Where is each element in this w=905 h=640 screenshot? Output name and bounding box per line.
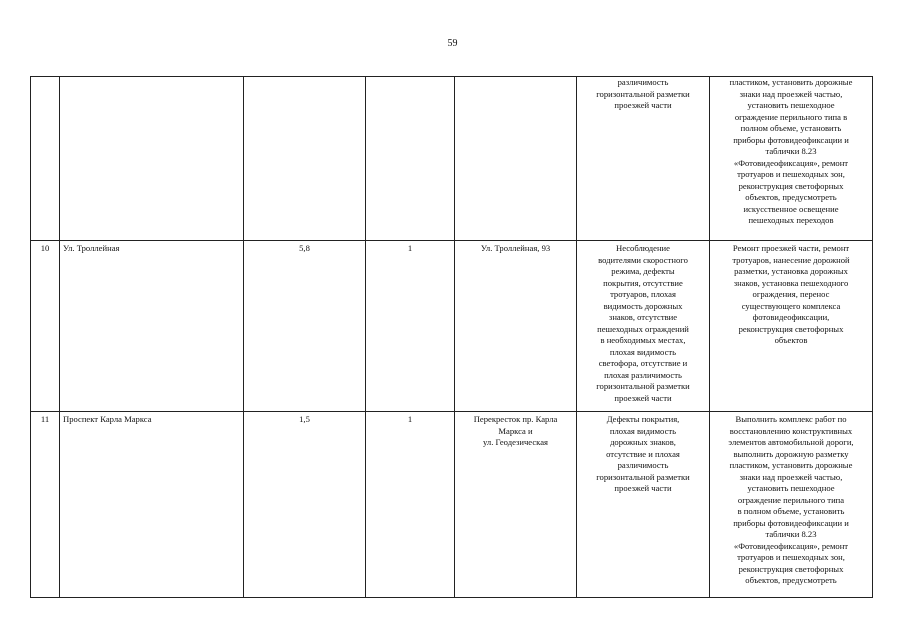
cell-text-line: пешеходных переходов: [748, 215, 834, 225]
cell-text-line: фотовидеофиксации,: [752, 312, 830, 322]
table-row-10: [31, 241, 873, 412]
cell-text-line: реконструкция светофорных: [738, 563, 844, 574]
cell-text-line: плохая видимость: [609, 346, 677, 357]
cell-text-line: Перекресток пр. Карла: [473, 414, 558, 424]
cell-text-line: знаков, установка пешеходного: [733, 277, 849, 288]
cell-text-line: реконструкция светофорных: [738, 323, 844, 334]
cell-name: Проспект Карла Маркса: [60, 412, 244, 598]
cell-text-line: реконструкция светофорных: [738, 180, 844, 191]
cell-text-line: Дефекты покрытия,: [606, 414, 680, 424]
cell-text-line: плохая различимость: [604, 369, 682, 380]
cell-text-line: пластиком, установить дорожные: [729, 77, 853, 87]
cell-text-line: горизонтальной разметки: [596, 88, 690, 99]
cell-length: 5,8: [244, 241, 366, 412]
cell-text-line: элементов автомобильной дороги,: [728, 437, 854, 447]
cell-text-line: отсутствие и плохая: [606, 448, 680, 459]
cell-name: Ул. Троллейная: [60, 241, 244, 412]
cell-count: 1: [366, 241, 455, 412]
cell-place: Ул. Троллейная, 93: [455, 241, 577, 412]
cell-text-line: горизонтальной разметки: [596, 381, 690, 391]
cell-text-line: полном объеме, установить: [740, 123, 842, 133]
cell-text-line: пешеходных ограждений: [597, 323, 689, 334]
road-sections-table: [30, 76, 873, 598]
cell-text-line: видимость дорожных: [603, 300, 683, 311]
cell-num: 11: [31, 412, 60, 598]
cell-text-line: знаков, отсутствие: [608, 312, 678, 322]
cell-text-line: различимость: [617, 460, 669, 470]
table-row-continuation: [31, 77, 873, 241]
cell-text-line: знаки над проезжей частью,: [739, 88, 843, 99]
cell-defects: [577, 77, 710, 241]
cell-count: [366, 77, 455, 241]
cell-text-line: приборы фотовидеофиксации и: [733, 134, 849, 145]
cell-text-line: проезжей части: [614, 392, 672, 403]
cell-text-line: ограждения, перенос: [752, 289, 830, 299]
cell-text-line: дорожных знаков,: [610, 437, 676, 447]
cell-text-line: тротуаров, нанесение дорожной: [732, 254, 850, 265]
cell-defects: [577, 241, 710, 412]
cell-count: 1: [366, 412, 455, 598]
cell-text-line: различимость: [617, 77, 669, 87]
table-row-11: [31, 412, 873, 598]
cell-text-line: покрытия, отсутствие: [603, 277, 683, 288]
cell-text-line: «Фотовидеофиксация», ремонт: [733, 540, 849, 551]
cell-text-line: Несоблюдение: [616, 243, 670, 253]
cell-text-line: ул. Геодезическая: [483, 437, 548, 447]
page-number: 59: [447, 38, 458, 49]
cell-place: [455, 77, 577, 241]
cell-text-line: проезжей части: [614, 483, 672, 493]
cell-measures: [710, 77, 873, 241]
cell-length: [244, 77, 366, 241]
cell-text-line: проезжей части: [614, 100, 672, 110]
cell-text-line: объектов: [774, 335, 808, 345]
cell-num: [31, 77, 60, 241]
cell-text-line: ограждение перильного типа: [737, 494, 845, 505]
cell-text-line: искусственное освещение: [743, 203, 839, 214]
cell-text-line: приборы фотовидеофиксации и: [733, 517, 849, 528]
cell-text-line: объектов, предусмотреть: [745, 192, 837, 202]
cell-text-line: существующего комплекса: [741, 300, 841, 311]
cell-place: [455, 412, 577, 598]
cell-text-line: установить пешеходное: [747, 483, 835, 493]
cell-text-line: Маркса и: [498, 425, 533, 436]
cell-length: 1,5: [244, 412, 366, 598]
cell-text-line: «Фотовидеофиксация», ремонт: [733, 157, 849, 168]
cell-text-line: режима, дефекты: [611, 266, 675, 276]
cell-text-line: тротуаров и пешеходных зон,: [737, 552, 845, 562]
cell-text-line: плохая видимость: [609, 425, 677, 436]
cell-text-line: пластиком, установить дорожные: [729, 460, 853, 470]
cell-text-line: Выполнить комплекс работ по: [735, 414, 847, 424]
cell-text-line: в необходимых местах,: [600, 335, 686, 345]
cell-text-line: в полном объеме, установить: [737, 506, 845, 516]
cell-text-line: разметки, установка дорожных: [734, 266, 848, 276]
cell-text-line: светофора, отсутствие и: [598, 358, 688, 368]
cell-text-line: Ремонт проезжей части, ремонт: [732, 243, 850, 253]
cell-measures: [710, 412, 873, 598]
cell-text-line: ограждение перильного типа в: [734, 111, 848, 122]
cell-measures: [710, 241, 873, 412]
cell-text-line: выполнить дорожную разметку: [733, 448, 849, 459]
cell-text-line: таблички 8.23: [765, 146, 817, 156]
cell-text-line: горизонтальной разметки: [596, 471, 690, 482]
cell-text-line: объектов, предусмотреть: [745, 575, 837, 585]
cell-num: 10: [31, 241, 60, 412]
cell-text-line: водителями скоростного: [598, 254, 688, 265]
cell-text-line: таблички 8.23: [765, 529, 817, 539]
cell-text-line: тротуаров, плохая: [610, 289, 676, 299]
cell-text-line: тротуаров и пешеходных зон,: [737, 169, 845, 179]
cell-defects: [577, 412, 710, 598]
cell-text-line: установить пешеходное: [747, 100, 835, 110]
cell-text-line: знаки над проезжей частью,: [739, 471, 843, 482]
cell-name: [60, 77, 244, 241]
cell-text-line: восстановлению конструктивных: [729, 425, 853, 436]
